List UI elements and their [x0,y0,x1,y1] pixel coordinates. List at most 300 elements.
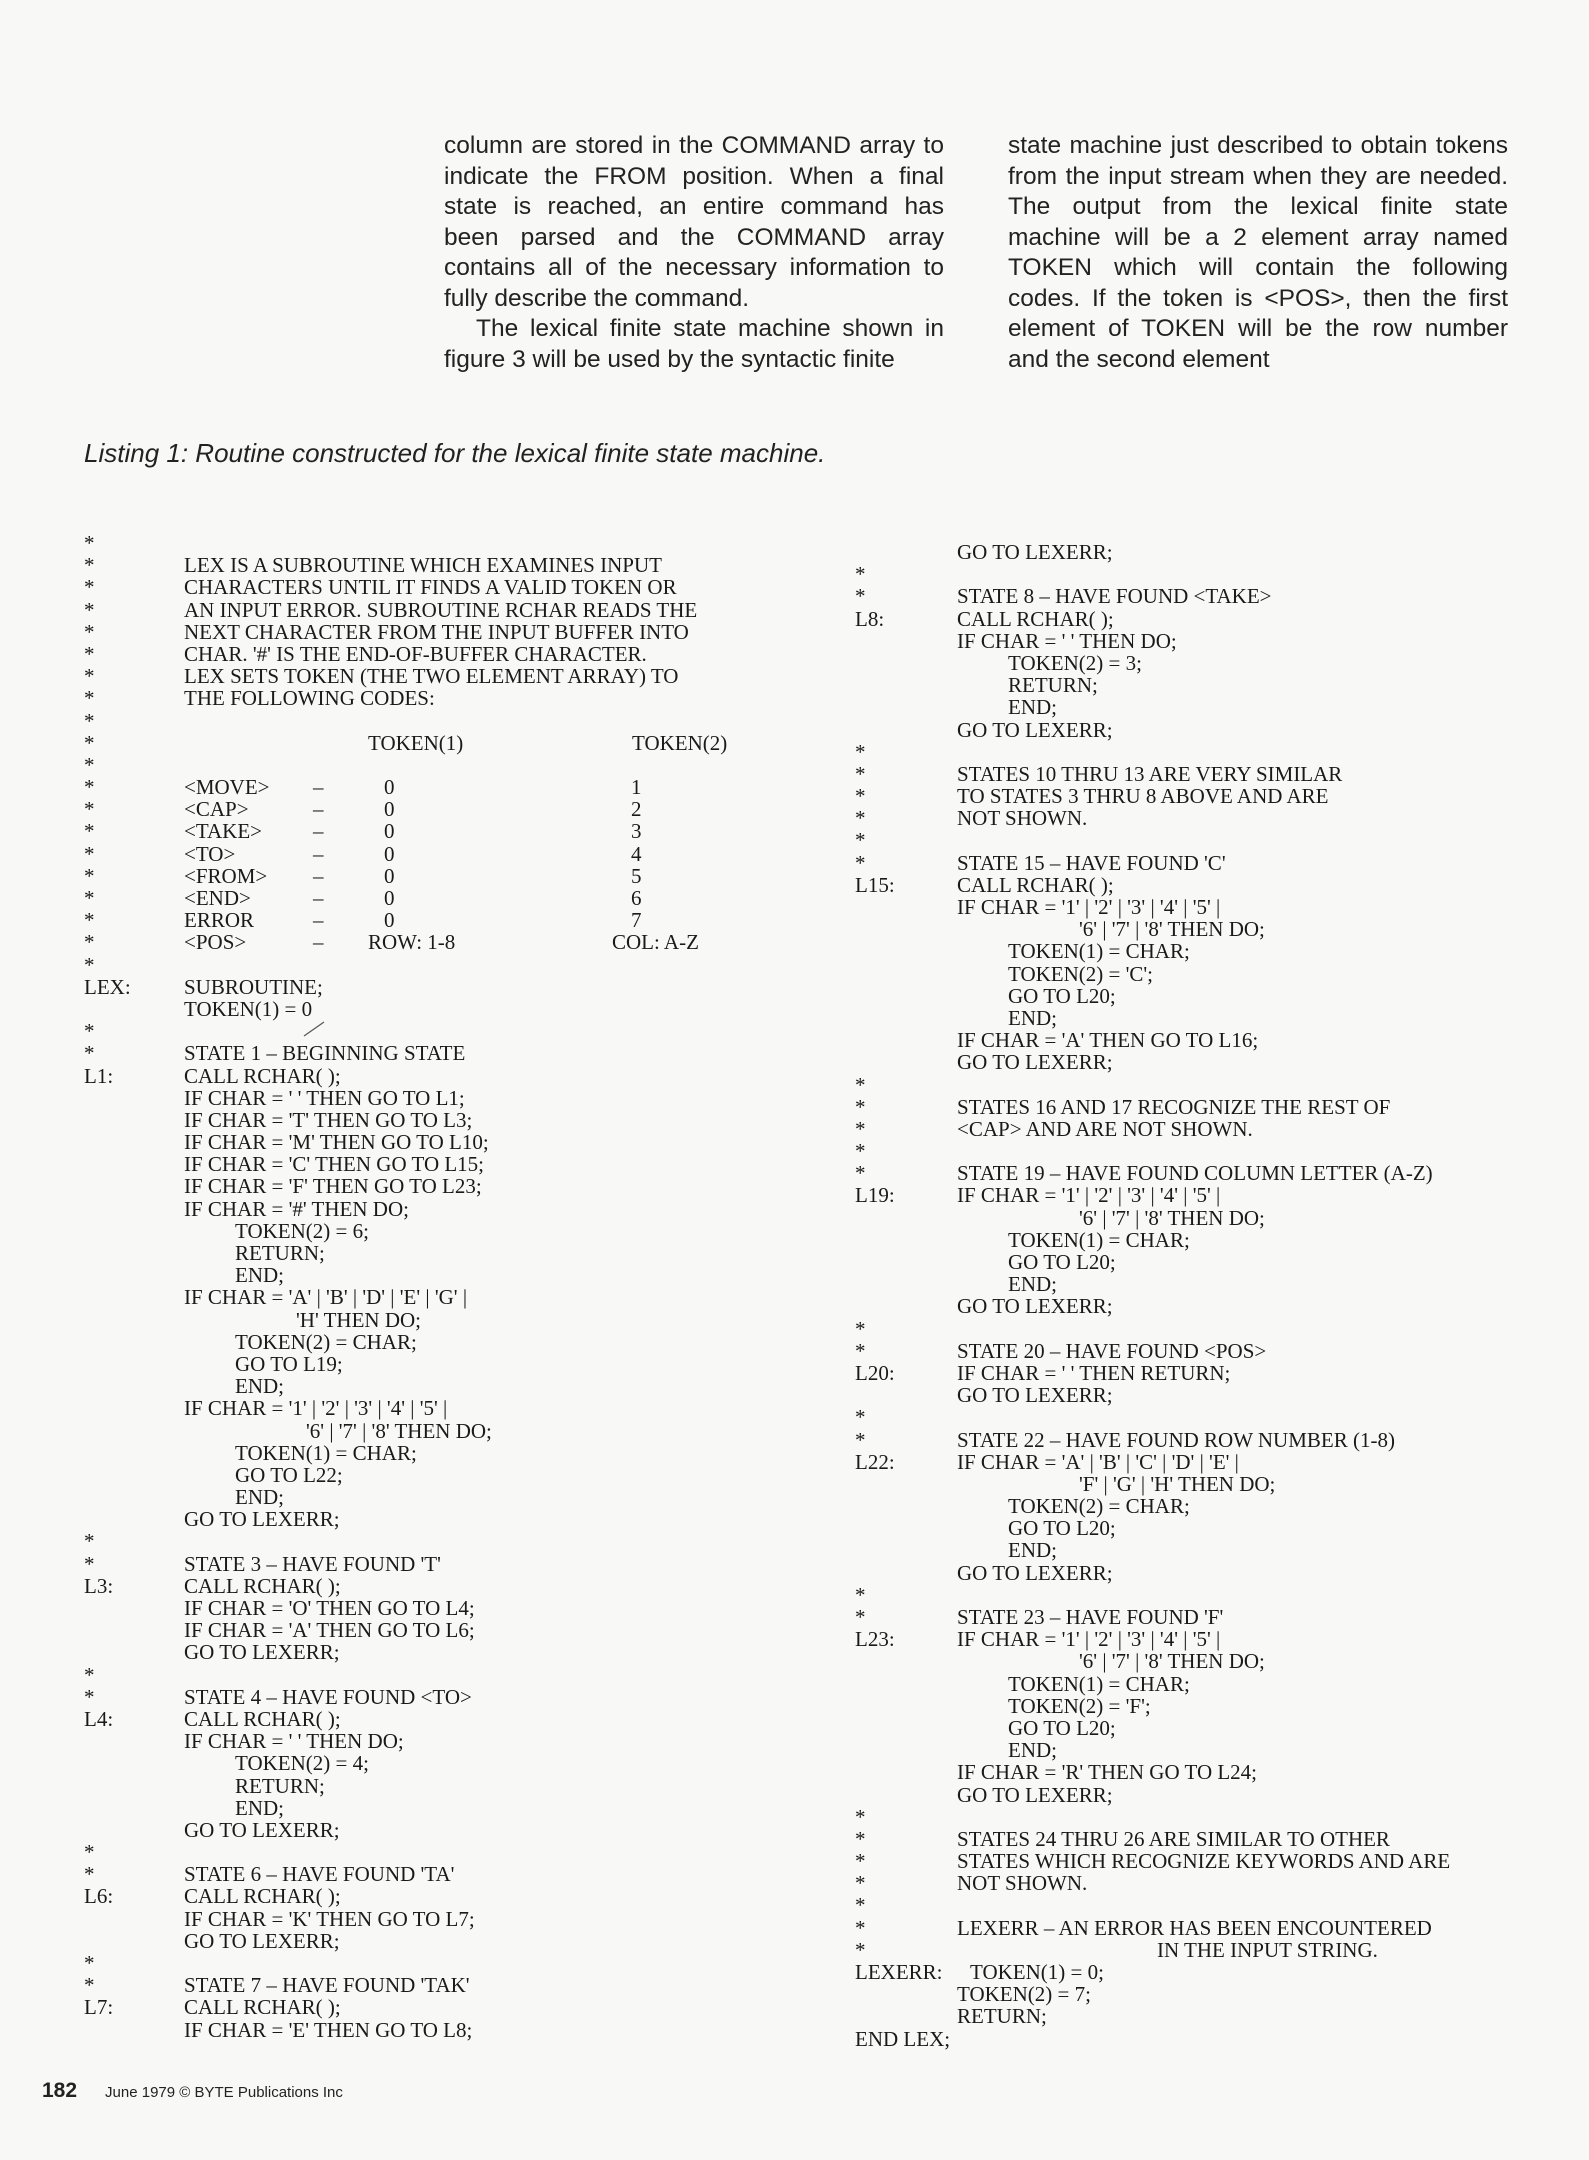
code-text: CALL RCHAR( ); [184,1063,341,1088]
code-text: IF CHAR = '1' | '2' | '3' | '4' | '5' | [957,1183,1221,1208]
listing-line [855,1939,1515,1961]
listing-line [84,1198,784,1220]
code-text: GO TO LEXERR; [184,1928,340,1953]
code-text: GO TO L20; [1008,983,1116,1008]
token1-value: 0 [384,819,395,844]
listing-line [855,1318,1515,1340]
token-name: <MOVE> [184,775,270,800]
listing-caption: Listing 1: Routine constructed for the lexical finite state machine. [84,438,826,468]
dash: – [313,886,324,910]
listing-line [855,829,1515,851]
code-text: TOKEN(1) = 0 [184,996,313,1021]
listing-line [855,1340,1515,1362]
listing-line [855,608,1515,630]
code-label: L4: [84,1706,114,1731]
listing-line [84,1109,784,1131]
listing-line [84,1730,784,1752]
code-text: GO TO L20; [1008,1250,1116,1274]
code-text: IF CHAR = 'C' THEN GO TO L15; [184,1152,485,1177]
listing-line [855,1184,1515,1206]
listing-line [84,1553,784,1575]
token1-value: ROW: 1-8 [368,930,456,955]
listing-line [855,940,1515,962]
code-label: L20: [855,1360,895,1385]
code-text: TOKEN(2) = CHAR; [235,1329,417,1354]
comment-star: * [855,1605,866,1629]
token-table-row [84,931,784,953]
comment-star: * [84,730,95,755]
code-text: GO TO L19; [235,1351,343,1376]
code-text: CALL RCHAR( ); [184,1706,341,1731]
code-label: L15: [855,872,895,897]
listing-line [84,1641,784,1663]
comment-text: IN THE INPUT STRING. [1157,1937,1378,1962]
code-text: RETURN; [957,2004,1047,2029]
code-text: END; [235,1485,284,1510]
listing-line [855,1451,1515,1473]
code-text: CALL RCHAR( ); [957,872,1114,897]
listing-line [855,874,1515,896]
page-footer [42,2079,343,2103]
listing-line [84,1065,784,1087]
token2-value: 2 [631,797,642,822]
comment-text: TO STATES 3 THRU 8 ABOVE AND ARE [957,784,1329,809]
comment-star: * [84,886,95,910]
listing-line [855,1029,1515,1051]
comment-star: * [855,1804,866,1829]
listing-line [855,674,1515,696]
token1-value: 0 [384,863,395,888]
listing-line [855,1362,1515,1384]
comment-star: * [84,1951,95,1975]
token-name: ERROR [184,908,255,933]
listing-line [84,1020,784,1042]
comment-star: * [84,1862,95,1887]
listing-line [855,630,1515,652]
listing-line [84,1797,784,1819]
comment-star: * [855,1915,866,1940]
pencil-tick-mark [302,1020,326,1042]
listing-line [84,1885,784,1907]
token2-value: 6 [631,886,642,910]
code-text: TOKEN(1) = CHAR; [1008,1227,1190,1252]
listing-line [855,1739,1515,1761]
dash: – [313,841,324,866]
comment-text: LEX SETS TOKEN (THE TWO ELEMENT ARRAY) TO [184,664,679,689]
listing-line [855,1828,1515,1850]
listing-line [84,2019,784,2041]
code-text: IF CHAR = ' ' THEN RETURN; [957,1360,1231,1385]
listing-line [84,1397,784,1419]
listing-line [855,741,1515,763]
listing-line [855,896,1515,918]
comment-star: * [84,619,95,644]
listing-left-column [84,532,784,2041]
comment-star: * [855,1893,866,1918]
listing-line [855,541,1515,563]
comment-star: * [84,575,95,600]
comment-star: * [855,806,866,831]
code-text: IF CHAR = 'O' THEN GO TO L4; [184,1596,475,1620]
code-text: GO TO LEXERR; [184,1507,340,1532]
comment-star: * [855,1871,866,1896]
comment-star: * [84,863,95,888]
code-label: L23: [855,1627,895,1652]
listing-line [84,1042,784,1064]
state-comment: STATE 23 – HAVE FOUND 'F' [957,1605,1224,1629]
code-text: CALL RCHAR( ); [184,1573,341,1598]
code-text: END; [235,1263,284,1288]
listing-line [855,1695,1515,1717]
listing-line [855,852,1515,874]
comment-star: * [84,1551,95,1576]
state-comment: STATE 15 – HAVE FOUND 'C' [957,850,1226,875]
listing-line [84,1996,784,2018]
token-table-row [84,865,784,887]
code-text: 'H' THEN DO; [296,1307,422,1332]
comment-star: * [84,664,95,689]
listing-line [84,1220,784,1242]
listing-line [84,1464,784,1486]
code-text: IF CHAR = 'A' THEN GO TO L6; [184,1618,475,1643]
code-text: IF CHAR = '1' | '2' | '3' | '4' | '5' | [957,1627,1221,1652]
listing-line [84,1375,784,1397]
comment-star: * [855,1072,866,1097]
comment-text: CHAR. '#' IS THE END-OF-BUFFER CHARACTER. [184,641,647,666]
comment-star: * [855,1849,866,1874]
listing-line [855,1273,1515,1295]
listing-line [855,1539,1515,1561]
listing-line [855,1207,1515,1229]
comment-star: * [84,1019,95,1044]
listing-line [855,696,1515,718]
code-text: TOKEN(2) = 6; [235,1218,369,1243]
token2-value: 1 [631,775,642,800]
comment-text: AN INPUT ERROR. SUBROUTINE RCHAR READS THE [184,597,698,622]
code-text: TOKEN(1) = CHAR; [1008,1671,1190,1696]
prose-paragraph: state machine just described to obtain tokens from the input stream when they are needed. The output from the lexical finite state machine will be a 2 element array named TOKEN which will contain the following codes. If the token is <POS>, then the first element of TOKEN will be the row number and the second element [1008,132,1508,373]
listing-line [855,1717,1515,1739]
listing-line [84,1309,784,1331]
comment-star: * [855,1427,866,1452]
listing-line [84,1841,784,1863]
listing-line [84,1442,784,1464]
comment-star: * [84,930,95,955]
comment-star: * [855,1161,866,1186]
listing-line [84,1087,784,1109]
listing-line [84,1708,784,1730]
listing-line [855,1295,1515,1317]
code-text: TOKEN(2) = 3; [1008,650,1142,675]
comment-star: * [855,761,866,786]
comment-star: * [855,1338,866,1363]
comment-star: * [84,641,95,666]
listing-line [855,1140,1515,1162]
code-label: L19: [855,1183,895,1208]
code-text: GO TO LEXERR; [184,1817,340,1842]
code-text: GO TO L20; [1008,1516,1116,1541]
state-comment: STATE 3 – HAVE FOUND 'T' [184,1551,441,1576]
code-label: LEX: [84,974,131,999]
listing-line [855,1628,1515,1650]
comment-star: * [84,708,95,733]
listing-line [855,1983,1515,2005]
token1-value: 0 [384,775,395,800]
listing-line [84,554,784,576]
code-text: GO TO L22; [235,1462,343,1487]
listing-line [84,754,784,776]
listing-line [84,1508,784,1530]
state-comment: STATE 19 – HAVE FOUND COLUMN LETTER (A-Z) [957,1161,1433,1186]
code-text: END; [235,1795,284,1820]
listing-line [84,1974,784,1996]
comment-star: * [855,1139,866,1164]
token2-value: 7 [631,908,642,933]
listing-line [84,1952,784,1974]
token1-value: 0 [384,841,395,866]
comment-star: * [855,1405,866,1430]
token-name: <CAP> [184,797,249,822]
comment-star: * [84,1041,95,1066]
code-text: GO TO LEXERR; [957,1782,1113,1807]
code-label: L7: [84,1995,114,2020]
listing-line [855,918,1515,940]
comment-star: * [855,1094,866,1119]
comment-text: NOT SHOWN. [957,1871,1088,1896]
token-name: <TO> [184,841,236,866]
code-text: END; [1008,1005,1057,1030]
code-label: L22: [855,1449,895,1474]
listing-line [84,1752,784,1774]
listing-line [855,1850,1515,1872]
token2-value: COL: A-Z [612,930,699,955]
listing-line [84,1286,784,1308]
listing-line [855,1473,1515,1495]
code-text: GO TO LEXERR; [957,1383,1113,1408]
listing-line [855,807,1515,829]
listing-line [84,976,784,998]
comment-star: * [84,597,95,622]
listing-line [855,1584,1515,1606]
state-comment: STATE 20 – HAVE FOUND <POS> [957,1338,1267,1363]
code-text: SUBROUTINE; [184,974,323,999]
code-text: IF CHAR = 'A' | 'B' | 'C' | 'D' | 'E' | [957,1449,1239,1474]
code-text: '6' | '7' | '8' THEN DO; [1079,917,1265,942]
state-comment: STATE 7 – HAVE FOUND 'TAK' [184,1973,470,1998]
token-name: <END> [184,886,251,910]
code-label: L6: [84,1884,114,1909]
comment-text: STATES 24 THRU 26 ARE SIMILAR TO OTHER [957,1826,1390,1851]
comment-star: * [855,739,866,764]
dash: – [313,930,324,955]
listing-line [84,1353,784,1375]
comment-star: * [84,819,95,844]
token-table-row [84,776,784,798]
comment-text: STATES 10 THRU 13 ARE VERY SIMILAR [957,761,1343,786]
token-name: <TAKE> [184,819,262,844]
code-text: TOKEN(1) = 0; [970,1960,1104,1984]
code-label: L1: [84,1063,114,1088]
dash: – [313,819,324,844]
dash: – [313,797,324,822]
listing-line [855,1673,1515,1695]
code-text: END; [235,1374,284,1399]
listing-line [855,585,1515,607]
listing-line [84,1131,784,1153]
listing-line [855,1118,1515,1140]
prose-left-column [444,131,944,375]
listing-line [84,643,784,665]
code-text: IF CHAR = 'A' | 'B' | 'D' | 'E' | 'G' | [184,1285,468,1310]
listing-line [855,1894,1515,1916]
listing-line [84,1486,784,1508]
token1-value: 0 [384,797,395,822]
comment-star: * [84,775,95,800]
listing-line [855,719,1515,741]
code-text: END; [1008,1738,1057,1763]
token2-header: TOKEN(2) [632,730,728,755]
code-text: RETURN; [235,1773,325,1798]
token-table-row [84,887,784,909]
listing-line [855,1562,1515,1584]
comment-star: * [855,784,866,809]
listing-line [84,1153,784,1175]
footer-credit: June 1979 © BYTE Publications Inc [105,2084,343,2101]
listing-line [855,1007,1515,1029]
code-text: GO TO LEXERR; [957,1294,1113,1319]
comment-text: <CAP> AND ARE NOT SHOWN. [957,1116,1253,1141]
comment-star: * [855,1937,866,1962]
code-text: IF CHAR = '1' | '2' | '3' | '4' | '5' | [957,895,1221,919]
listing-line [855,1806,1515,1828]
listing-line [84,998,784,1020]
listing-line [855,1074,1515,1096]
listing-line [855,563,1515,585]
code-text: IF CHAR = '#' THEN DO; [184,1196,409,1221]
dash: – [313,908,324,933]
listing-line [84,1264,784,1286]
listing-line [84,1686,784,1708]
comment-star: * [84,952,95,977]
comment-text: LEX IS A SUBROUTINE WHICH EXAMINES INPUT [184,553,662,578]
comment-star: * [855,1316,866,1341]
listing-line [84,954,784,976]
comment-star: * [84,1840,95,1865]
listing-line [855,763,1515,785]
listing-line [84,1420,784,1442]
state-comment: STATE 8 – HAVE FOUND <TAKE> [957,584,1272,609]
listing-line [84,599,784,621]
dash: – [313,863,324,888]
code-text: TOKEN(2) = 'F'; [1008,1693,1151,1718]
code-text: END; [1008,1272,1057,1297]
comment-star: * [84,1529,95,1554]
code-text: TOKEN(2) = 'C'; [1008,961,1154,986]
code-label: LEXERR: [855,1960,943,1984]
code-text: GO TO LEXERR; [957,540,1113,564]
comment-star: * [84,841,95,866]
listing-line [84,1331,784,1353]
code-text: IF CHAR = ' ' THEN GO TO L1; [184,1085,465,1110]
listing-line [855,1229,1515,1251]
comment-star: * [84,752,95,777]
comment-text: THE FOLLOWING CODES: [184,686,435,711]
listing-line [84,532,784,554]
code-text: '6' | '7' | '8' THEN DO; [1079,1205,1265,1230]
listing-line [855,785,1515,807]
code-text: END; [1008,695,1057,720]
comment-star: * [84,797,95,822]
comment-star: * [84,686,95,711]
code-text: GO TO LEXERR; [957,1560,1113,1585]
code-text: TOKEN(1) = CHAR; [1008,939,1190,964]
listing-line [855,985,1515,1007]
state-comment: STATE 22 – HAVE FOUND ROW NUMBER (1-8) [957,1427,1395,1452]
comment-text: STATES 16 AND 17 RECOGNIZE THE REST OF [957,1094,1391,1119]
code-text: IF CHAR = 'K' THEN GO TO L7; [184,1906,475,1931]
listing-line [855,1096,1515,1118]
comment-star: * [84,1684,95,1709]
listing-line [855,652,1515,674]
listing-line [84,665,784,687]
listing-line [855,1650,1515,1672]
code-text: CALL RCHAR( ); [184,1884,341,1909]
prose-right-column [1008,131,1508,375]
code-text: GO TO LEXERR; [957,717,1113,742]
comment-star: * [855,850,866,875]
code-text: TOKEN(1) = CHAR; [235,1440,417,1465]
code-text: IF CHAR = 'E' THEN GO TO L8; [184,2017,473,2042]
listing-line [855,1606,1515,1628]
code-text: '6' | '7' | '8' THEN DO; [306,1418,492,1443]
listing-line [855,1784,1515,1806]
comment-star: * [84,908,95,933]
comment-text: CHARACTERS UNTIL IT FINDS A VALID TOKEN OR [184,575,677,600]
listing-line [84,1619,784,1641]
code-text: IF CHAR = ' ' THEN DO; [184,1729,404,1754]
code-label: L3: [84,1573,114,1598]
listing-line [84,1575,784,1597]
code-text: 'F' | 'G' | 'H' THEN DO; [1079,1471,1276,1496]
listing-line [84,1819,784,1841]
comment-star: * [855,1826,866,1851]
token-table-row [84,909,784,931]
comment-text: NEXT CHARACTER FROM THE INPUT BUFFER INTO [184,619,689,644]
token1-header: TOKEN(1) [368,730,464,755]
code-text: IF CHAR = 'M' THEN GO TO L10; [184,1130,489,1155]
token-table-row [84,820,784,842]
token2-value: 5 [631,863,642,888]
token1-value: 0 [384,886,395,910]
code-text: GO TO LEXERR; [957,1050,1113,1075]
code-text: IF CHAR = 'F' THEN GO TO L23; [184,1174,482,1199]
token-table-header [84,732,784,754]
state-comment: STATE 1 – BEGINNING STATE [184,1041,466,1066]
code-text: END; [1008,1538,1057,1563]
comment-text: NOT SHOWN. [957,806,1088,831]
token-table-row [84,798,784,820]
code-label: L8: [855,606,885,631]
code-text: IF CHAR = ' ' THEN DO; [957,628,1177,653]
token2-value: 3 [631,819,642,844]
state-comment: STATE 6 – HAVE FOUND 'TA' [184,1862,455,1887]
token-name: <POS> [184,930,247,955]
listing-line [84,1242,784,1264]
listing-line [84,576,784,598]
code-text: TOKEN(2) = CHAR; [1008,1494,1190,1519]
code-text: END LEX; [855,2026,951,2051]
comment-star: * [84,1662,95,1687]
